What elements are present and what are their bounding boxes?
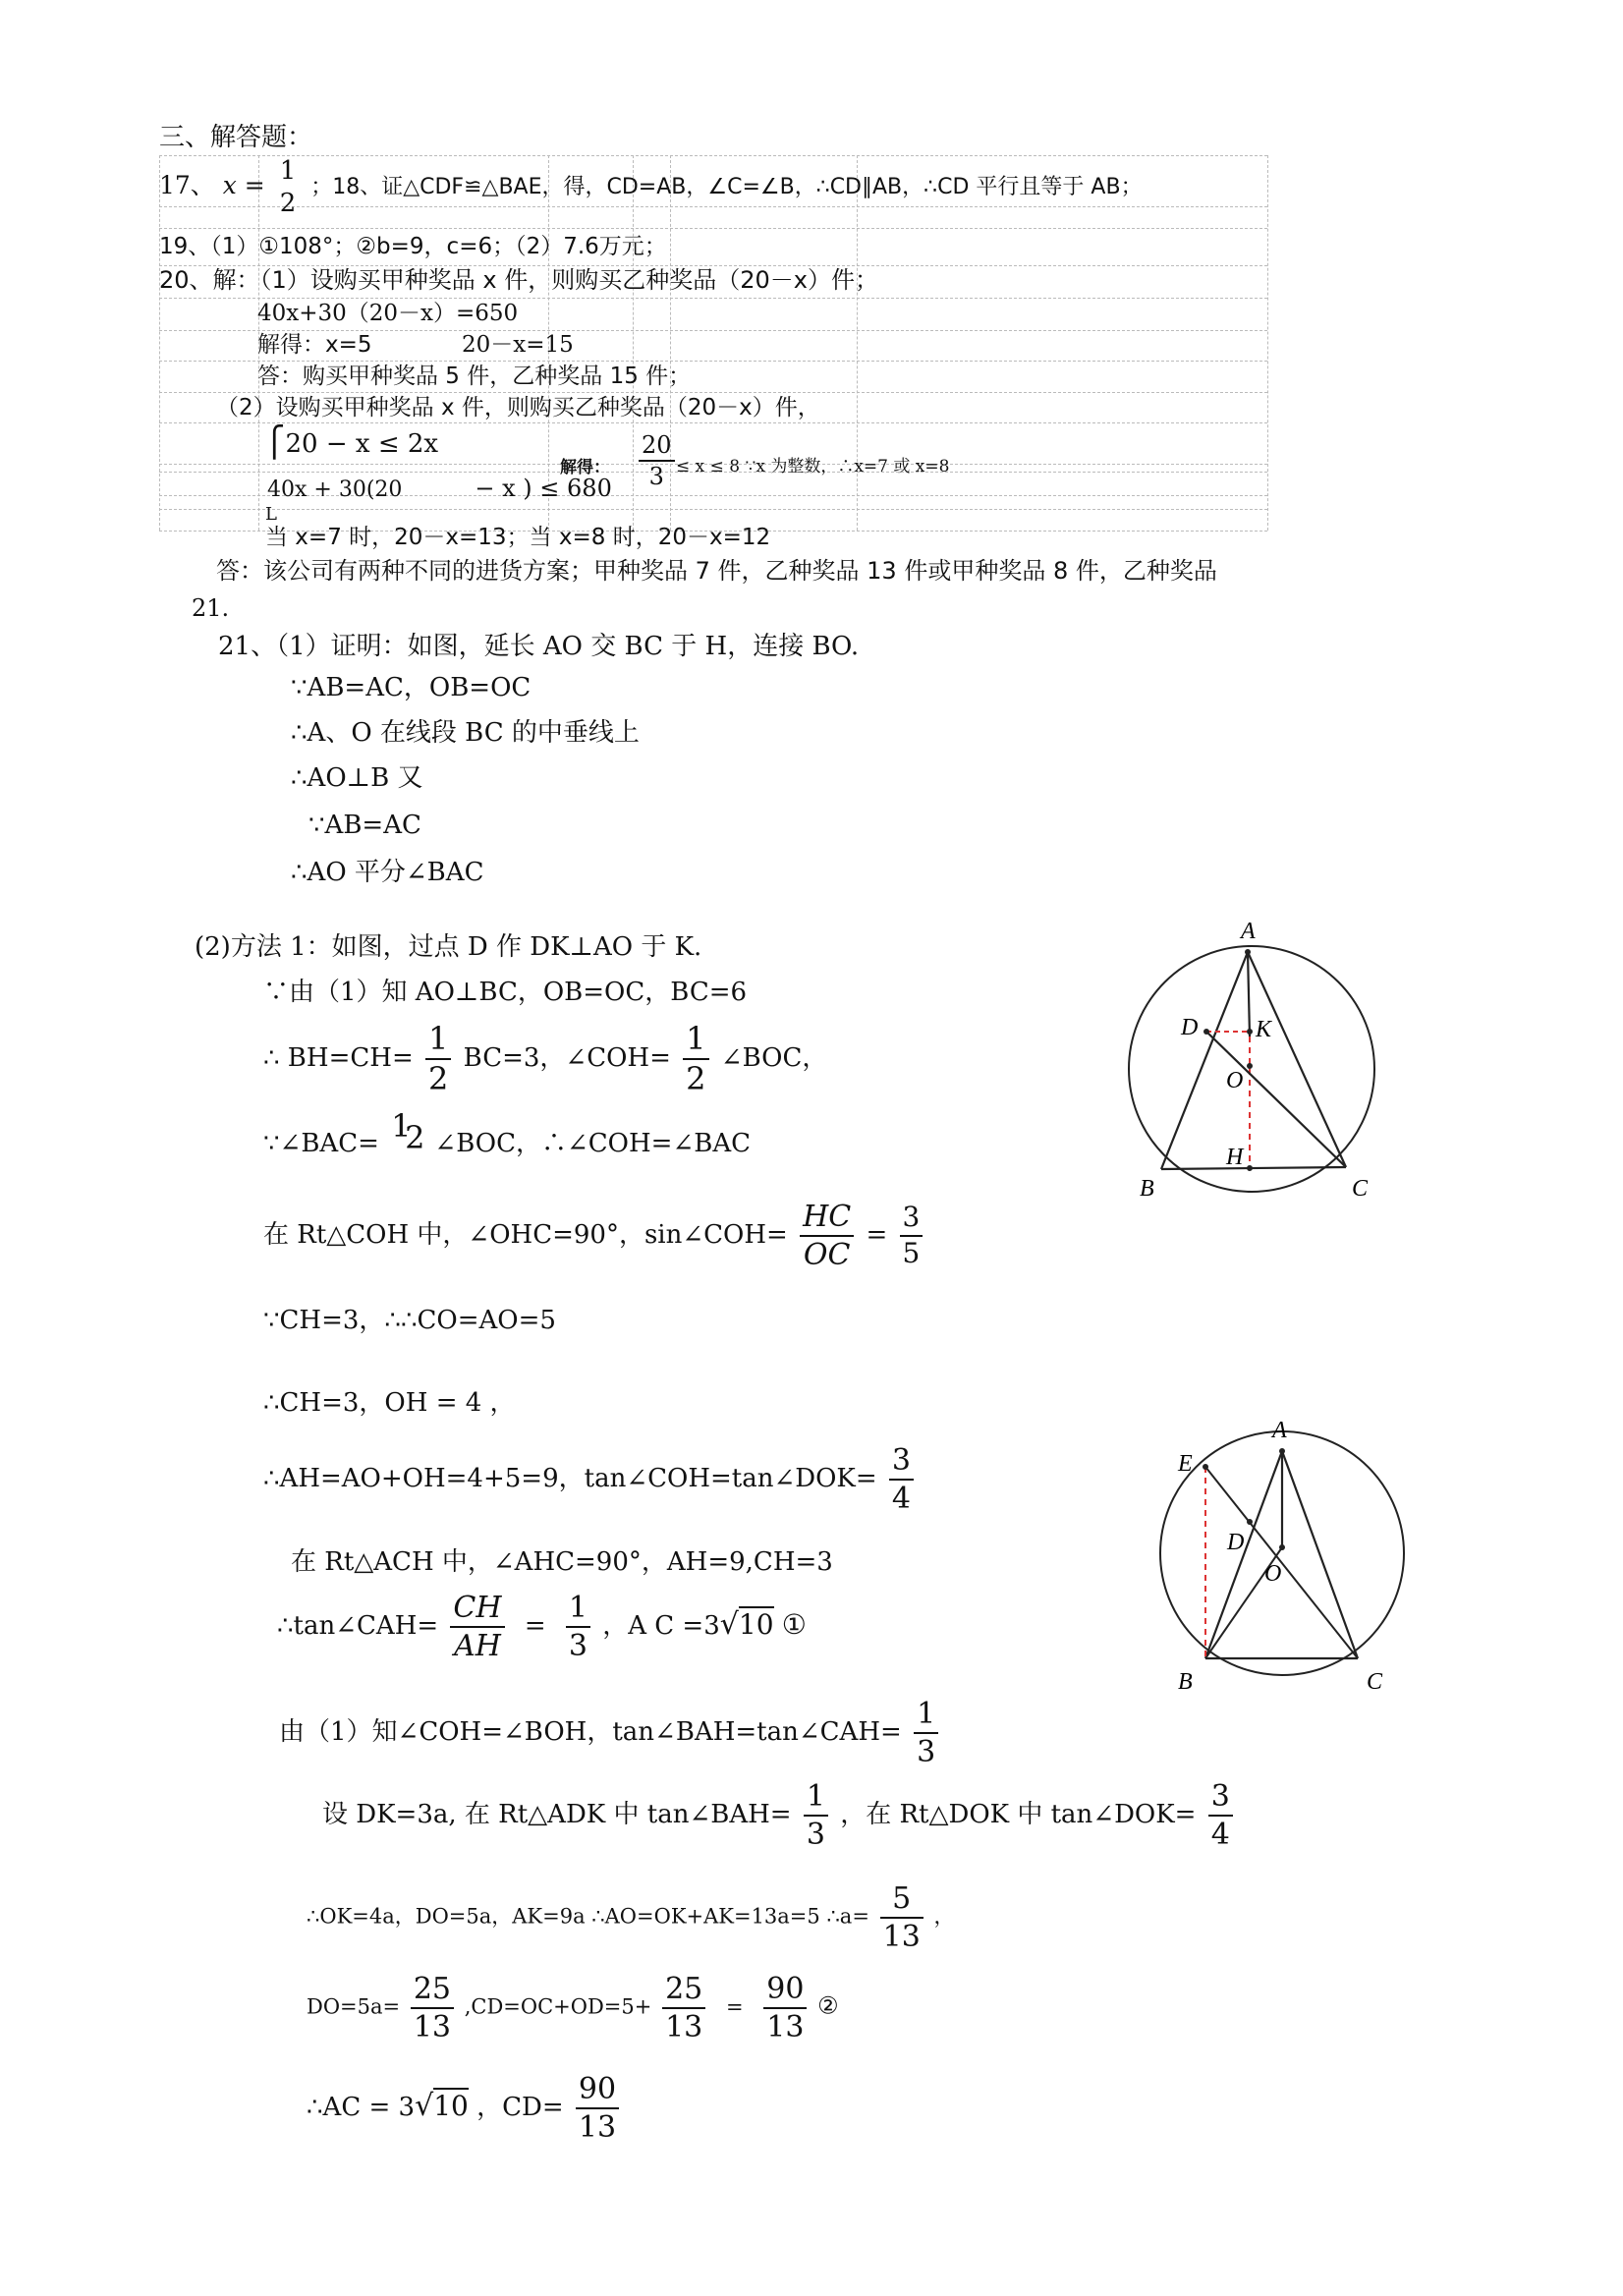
q17-fraction xyxy=(277,157,300,217)
q21-p2-line6: ∵CH=3，∴∴CO=AO=5 xyxy=(263,1306,556,1335)
od-fraction xyxy=(662,1973,705,2044)
sqrt-radicand-2: 10 xyxy=(433,2090,469,2122)
fig2-label-c: C xyxy=(1367,1669,1383,1695)
fig2-side-ac xyxy=(1282,1451,1358,1658)
cd-fraction xyxy=(763,1973,807,2044)
q21-p2-line1: (2)方法 1：如图，过点 D 作 DK⊥AO 于 K. xyxy=(195,932,702,962)
do-den: 13 xyxy=(411,2007,454,2044)
fig2-point-a xyxy=(1279,1448,1285,1454)
half-den-1: 2 xyxy=(425,1058,451,1096)
q21-p1-line1: 21、（1）证明：如图，延长 AO 交 BC 于 H，连接 BO. xyxy=(218,632,860,661)
q21-p2-line10 xyxy=(277,1592,807,1662)
q21-p2-line8 xyxy=(263,1444,918,1515)
inequality-2-right: − x ) ≤ 680 xyxy=(475,475,612,502)
tan-dok-num: 3 xyxy=(891,1443,911,1478)
fig1-point-k xyxy=(1247,1029,1253,1035)
solve-label: 解得： xyxy=(560,458,610,477)
q21-p1-line3: ∴A、O 在线段 BC 的中垂线上 xyxy=(291,718,640,748)
solve-tail: ≤ x ≤ 8 ∵x 为整数，∴x=7 或 x=8 xyxy=(676,457,950,476)
tan-cah-fraction xyxy=(450,1592,504,1662)
sin-value-num: 3 xyxy=(902,1201,921,1234)
fig2-label-b: B xyxy=(1178,1669,1193,1695)
half-num-1: 1 xyxy=(428,1020,449,1057)
q17-prefix: 17、 xyxy=(159,171,215,200)
q20-line5: （2）设购买甲种奖品 x 件，则购买乙种奖品（20－x）件， xyxy=(216,395,820,420)
q21-p2-line7: ∴CH=3，OH = 4 ， xyxy=(263,1388,516,1418)
line3-c: ∠BOC， xyxy=(720,1043,828,1074)
fig1-label-c: C xyxy=(1352,1176,1369,1202)
fig2-point-e xyxy=(1203,1464,1208,1470)
section-title: 三、解答题： xyxy=(159,123,313,152)
sin-num: HC xyxy=(803,1200,852,1234)
q19-line: 19、（1）①108°；②b=9，c=6；（2）7.6万元； xyxy=(159,234,667,259)
q20-answer1: 答：购买甲种奖品 5 件，乙种奖品 15 件； xyxy=(257,364,692,389)
cd-num: 90 xyxy=(766,1972,805,2006)
do-num: 25 xyxy=(413,1972,452,2006)
q17-num: 1 xyxy=(279,156,297,186)
line5-a: 在 Rt△COH 中，∠OHC=90°，sin∠COH= xyxy=(263,1220,788,1250)
line5-eq: = xyxy=(866,1220,888,1250)
fig1-point-o xyxy=(1247,1063,1253,1069)
half-fraction-2 xyxy=(683,1022,708,1096)
fig1-point-d xyxy=(1203,1029,1209,1035)
a-value-den: 13 xyxy=(880,1917,923,1953)
sqrt-sign-2: √ xyxy=(415,2089,434,2123)
figure-1 xyxy=(1110,909,1405,1204)
q21-p2-line5 xyxy=(263,1201,926,1271)
q20-solution-x: 解得：x=5 xyxy=(257,332,372,358)
fig1-point-a xyxy=(1245,949,1251,955)
tan-cah-value xyxy=(566,1592,590,1662)
q21-p2-line12 xyxy=(322,1780,1237,1851)
fig2-point-d xyxy=(1247,1519,1253,1525)
tan-bah-fraction xyxy=(914,1698,938,1768)
brace-top: ⎧ xyxy=(263,425,286,460)
od-num: 25 xyxy=(665,1972,703,2006)
odd-half-one: 1 xyxy=(391,1107,412,1145)
q21-p2-line13 xyxy=(307,1882,954,1953)
a-value-fraction xyxy=(880,1882,923,1953)
line15-b: ，CD= xyxy=(476,2093,564,2122)
figure-2 xyxy=(1145,1400,1420,1705)
solve-frac-den: 3 xyxy=(639,460,675,489)
fig1-label-b: B xyxy=(1140,1176,1154,1202)
odd-half-two: 2 xyxy=(405,1119,425,1156)
line12-b: ，在 Rt△DOK 中 tan∠DOK= xyxy=(840,1800,1197,1829)
line12-a: 设 DK=3a, 在 Rt△ADK 中 tan∠BAH= xyxy=(322,1800,792,1829)
line12-den1: 3 xyxy=(804,1815,828,1851)
half-den-2: 2 xyxy=(683,1058,708,1096)
half-fraction-1 xyxy=(425,1022,451,1096)
cd-den: 13 xyxy=(763,2007,807,2044)
solve-frac-num: 20 xyxy=(642,431,672,459)
q21-p2-line3 xyxy=(263,1022,827,1096)
tan-cah-value-num: 1 xyxy=(568,1591,588,1625)
q20-equation: 40x+30（20－x）=650 xyxy=(257,301,519,326)
sqrt-radicand-1: 10 xyxy=(738,1608,774,1641)
q21-p2-line9: 在 Rt△ACH 中，∠AHC=90°，AH=9,CH=3 xyxy=(291,1547,833,1577)
line8-a: ∴AH=AO+OH=4+5=9，tan∠COH=tan∠DOK= xyxy=(263,1464,877,1493)
line3-a: ∴ BH=CH= xyxy=(263,1043,414,1074)
od-den: 13 xyxy=(662,2007,705,2044)
q21-p2-line14 xyxy=(307,1973,839,2044)
solve-fraction xyxy=(635,432,679,490)
tan-dok-den: 4 xyxy=(889,1479,914,1515)
line15-a: ∴AC = 3 xyxy=(307,2093,416,2122)
sin-value-fraction xyxy=(900,1203,923,1269)
line12-num2: 3 xyxy=(1210,1779,1230,1814)
line4-a: ∵∠BAC= xyxy=(263,1129,379,1158)
q17-line xyxy=(159,157,1143,217)
q21-p2-line2: ∵由（1）知 AO⊥BC，OB=OC，BC=6 xyxy=(263,978,748,1007)
q17-var: x = xyxy=(222,171,265,200)
fig1-label-d: D xyxy=(1181,1015,1199,1040)
q20-trailing-number: 21. xyxy=(192,594,230,622)
half-num-2: 1 xyxy=(686,1020,706,1057)
fig1-label-o: O xyxy=(1226,1068,1244,1093)
fig2-label-o: O xyxy=(1264,1561,1282,1587)
fig1-segment-ao xyxy=(1248,952,1250,1036)
sin-den: OC xyxy=(800,1235,854,1271)
fig2-label-d: D xyxy=(1227,1530,1245,1555)
line12-frac2 xyxy=(1208,1780,1233,1851)
q20-inequality-1 xyxy=(263,426,438,461)
tan-dok-fraction xyxy=(889,1444,914,1515)
line14-a: DO=5a= xyxy=(307,1994,401,2019)
fig1-label-k: K xyxy=(1256,1017,1272,1042)
final-cd-den: 13 xyxy=(576,2107,619,2144)
tan-bah-den: 3 xyxy=(914,1732,938,1768)
q20-inequality-2 xyxy=(267,476,612,503)
line3-b: BC=3，∠COH= xyxy=(463,1043,671,1074)
brace-bottom: L xyxy=(265,504,277,525)
sqrt-sign-1: √ xyxy=(719,1607,739,1642)
line4-b: ∠BOC，∴∠COH=∠BAC xyxy=(434,1129,752,1158)
odd-half xyxy=(387,1107,426,1156)
fig1-circle xyxy=(1129,946,1374,1192)
q20-solution-rest: 20－x=15 xyxy=(462,332,574,358)
fig2-point-o xyxy=(1279,1544,1285,1550)
tan-bah-num: 1 xyxy=(917,1697,936,1731)
tan-cah-den: AH xyxy=(450,1626,504,1662)
fig2-label-a: A xyxy=(1272,1418,1287,1443)
line13-a: ∴OK=4a，DO=5a，AK=9a ∴AO=OK+AK=13a=5 ∴a= xyxy=(307,1904,869,1929)
sin-fraction xyxy=(800,1201,854,1271)
circled-one: ① xyxy=(781,1608,807,1641)
line10-eq: = xyxy=(524,1611,546,1641)
q21-p2-line4 xyxy=(263,1107,752,1159)
sin-value-den: 5 xyxy=(900,1235,923,1269)
fig1-label-h: H xyxy=(1226,1145,1244,1170)
q20-cases: 当 x=7 时，20－x=13；当 x=8 时，20－x=12 xyxy=(265,525,771,550)
solve-frac xyxy=(639,432,675,490)
line13-b: ， xyxy=(933,1904,955,1929)
do-fraction xyxy=(411,1973,454,2044)
final-cd-num: 90 xyxy=(578,2072,617,2106)
line12-frac1 xyxy=(804,1780,828,1851)
tan-cah-num: CH xyxy=(453,1591,502,1625)
q21-p2-line11 xyxy=(279,1698,942,1768)
line14-b: ,CD=OC+OD=5+ xyxy=(464,1994,652,2019)
q21-p1-line5: ∵AB=AC xyxy=(308,811,421,840)
inequality-1-text: 20 − x ≤ 2x xyxy=(285,429,439,459)
tan-cah-value-den: 3 xyxy=(566,1626,590,1662)
line14-eq: = xyxy=(725,1994,744,2019)
line11-a: 由（1）知∠COH=∠BOH，tan∠BAH=tan∠CAH= xyxy=(279,1717,902,1747)
q21-p1-line6: ∴AO 平分∠BAC xyxy=(291,858,484,887)
line10-a: ∴tan∠CAH= xyxy=(277,1611,439,1641)
fig1-side-ac xyxy=(1248,952,1346,1167)
fig2-label-e: E xyxy=(1178,1451,1193,1477)
q21-p1-line2: ∵AB=AC，OB=OC xyxy=(291,673,532,702)
circled-two: ② xyxy=(817,1991,839,2020)
line10-b: ，A C =3 xyxy=(602,1611,720,1641)
line12-den2: 4 xyxy=(1208,1815,1233,1851)
q20-final-answer: 答：该公司有两种不同的进货方案；甲种奖品 7 件，乙种奖品 13 件或甲种奖品 8 件，乙种奖品 xyxy=(216,557,1217,585)
q17-tail: ；18、证△CDF≌△BAE，得，CD=AB，∠C=∠B，∴CD∥AB，∴CD 平行且等于 AB； xyxy=(310,175,1143,200)
q21-p2-line15 xyxy=(307,2073,623,2144)
final-cd-fraction xyxy=(576,2073,619,2144)
q17-den: 2 xyxy=(279,188,297,218)
line12-num1: 1 xyxy=(806,1779,825,1814)
q20-line1: 20、解：（1）设购买甲种奖品 x 件，则购买乙种奖品（20－x）件； xyxy=(159,266,879,294)
fig1-point-h xyxy=(1247,1165,1253,1171)
a-value-num: 5 xyxy=(892,1881,912,1916)
q21-p1-line4: ∴AO⊥B 又 xyxy=(291,763,423,793)
fig1-label-a: A xyxy=(1241,919,1256,944)
fig1-side-bc xyxy=(1161,1167,1346,1169)
inequality-2-left: 40x + 30(20 xyxy=(267,477,403,502)
